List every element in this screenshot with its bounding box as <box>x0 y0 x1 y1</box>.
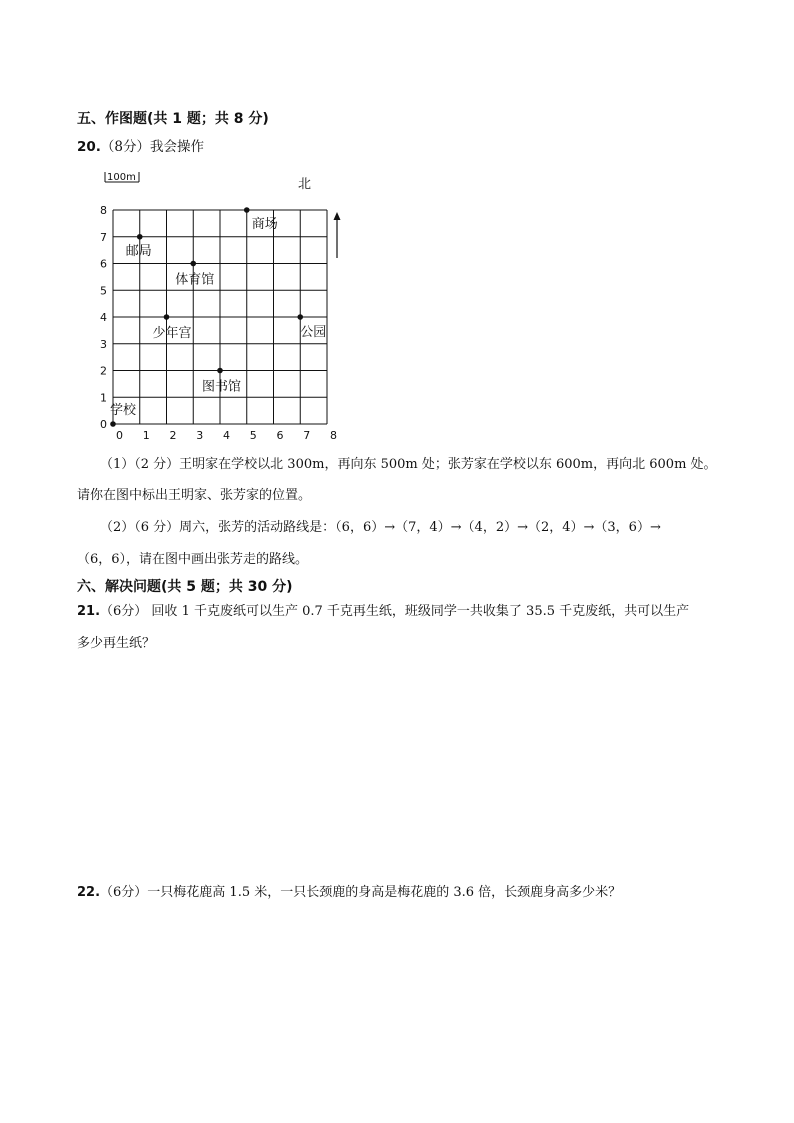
x-tick-label: 2 <box>169 429 177 442</box>
scale-bar <box>105 172 139 183</box>
question-text: （6分） 回收 1 千克废纸可以生产 0.7 千克再生纸，班级同学一共收集了 35.5 千克废纸，共可以生产 <box>100 604 690 619</box>
y-tick-label: 5 <box>100 284 107 298</box>
y-tick-label: 4 <box>100 311 107 324</box>
q20-part2-line2: （6，6），请在图中画出张芳走的路线。 <box>77 552 309 567</box>
x-tick-label: 3 <box>196 429 204 442</box>
question-number: 22. <box>77 885 101 900</box>
place-point <box>297 314 303 320</box>
question-text: （6分）一只梅花鹿高 1.5 米，一只长颈鹿的身高是梅花鹿的 3.6 倍，长颈鹿身高多少米？ <box>100 885 622 900</box>
question-number: 20. <box>77 139 101 155</box>
x-tick-label: 7 <box>303 429 311 442</box>
place-point <box>164 314 170 320</box>
place-label: 公园 <box>300 325 327 340</box>
place-label: 少年宫 <box>152 326 192 341</box>
place-label: 学校 <box>110 403 137 418</box>
place-point <box>137 234 143 240</box>
y-tick-label: 7 <box>100 230 107 244</box>
place-point <box>110 421 116 427</box>
y-tick-label: 1 <box>100 391 107 405</box>
x-tick-label: 0 <box>116 429 123 442</box>
y-tick-label: 2 <box>100 364 107 378</box>
place-point <box>217 368 223 374</box>
section-title-5: 五、作图题(共 1 题；共 8 分) <box>77 111 269 127</box>
y-tick-label: 6 <box>100 257 107 271</box>
place-label: 图书馆 <box>202 379 242 395</box>
question-score: （8分） <box>100 139 151 155</box>
question-20-header <box>77 135 204 155</box>
q20-part1-line1: （1）（2 分）王明家在学校以北 300m，再向东 500m 处；张芳家在学校以东 600m，再向北 600m 处。 <box>100 457 717 472</box>
place-label: 商场 <box>251 217 278 232</box>
north-arrow-icon <box>334 212 341 258</box>
place-label: 邮局 <box>125 243 152 259</box>
x-tick-label: 8 <box>330 429 337 442</box>
x-tick-label: 1 <box>142 429 150 442</box>
question-prompt: 我会操作 <box>150 139 205 155</box>
question-21-line2: 多少再生纸？ <box>77 636 156 651</box>
place-point <box>190 261 196 267</box>
place-point <box>244 207 250 213</box>
y-tick-label: 3 <box>100 337 107 351</box>
x-tick-label: 6 <box>276 429 284 442</box>
question-21-line1 <box>77 601 689 623</box>
section-title-6: 六、解决问题(共 5 题；共 30 分) <box>77 579 293 595</box>
question-number: 21. <box>77 604 101 619</box>
q20-part2-line1: （2）（6 分）周六，张芳的活动路线是：（6，6）→（7，4）→（4，2）→（2，4）→（3，6）→ <box>100 520 661 535</box>
x-tick-label: 5 <box>249 429 257 442</box>
y-tick-label: 8 <box>100 204 107 217</box>
origin-label: 0 <box>100 418 107 431</box>
question-22-line1 <box>77 882 621 904</box>
place-label: 体育馆 <box>175 272 215 288</box>
x-tick-label: 4 <box>223 429 230 442</box>
north-label: 北 <box>298 177 312 192</box>
q20-part1-line2: 请你在图中标出王明家、张芳家的位置。 <box>77 488 312 503</box>
coordinate-grid-figure <box>92 168 352 448</box>
scale-label: 100m <box>107 172 136 183</box>
